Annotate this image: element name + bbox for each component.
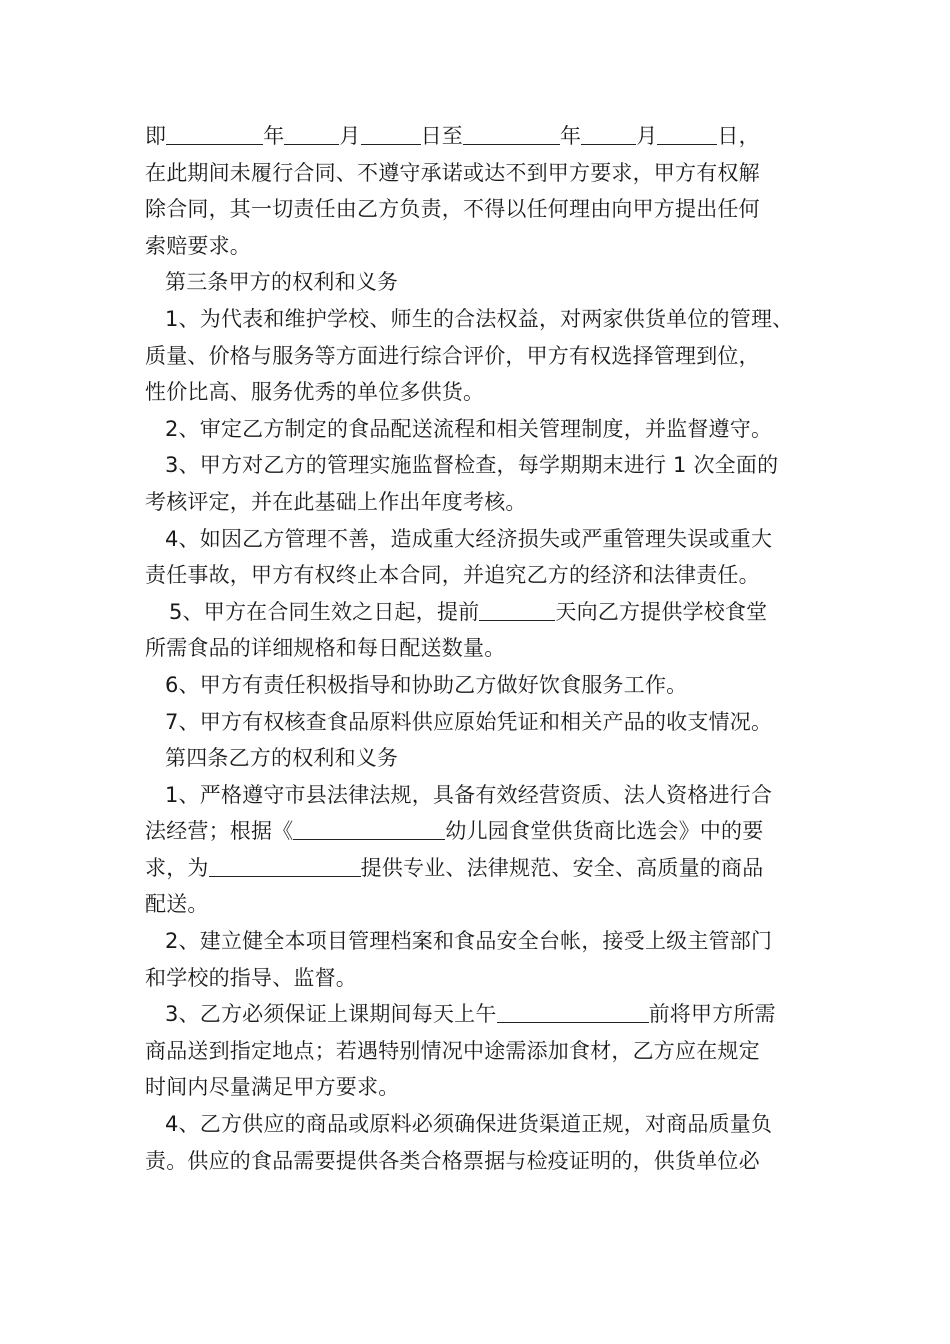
text-line: 2、建立健全本项目管理档案和食品安全台帐，接受上级主管部门 bbox=[165, 929, 773, 954]
text-fragment: 幼儿园食堂供货商比选会》中的要 bbox=[445, 819, 764, 844]
text-line: 性价比高、服务优秀的单位多供货。 bbox=[145, 380, 485, 405]
text-fragment: 月 bbox=[636, 124, 658, 148]
blank-line bbox=[581, 122, 636, 145]
text-line: 商品送到指定地点；若遇特别情况中途需添加食材，乙方应在规定 bbox=[145, 1038, 760, 1063]
document-body bbox=[145, 118, 817, 1179]
blank-line bbox=[361, 122, 421, 145]
blank-line bbox=[284, 122, 339, 145]
text-line: 索赔要求。 bbox=[145, 233, 251, 258]
section-heading: 第三条甲方的权利和义务 bbox=[165, 270, 399, 295]
text-line: 质量、价格与服务等方面进行综合评价，甲方有权选择管理到位， bbox=[145, 343, 760, 368]
text-line bbox=[145, 594, 817, 631]
text-line bbox=[145, 850, 817, 887]
blank-line bbox=[463, 122, 560, 145]
text-fragment: 前将甲方所需 bbox=[648, 1002, 776, 1027]
text-fragment: 提供专业、法律规范、安全、高质量的商品 bbox=[360, 855, 764, 880]
text-line: 1、严格遵守市县法律法规，具备有效经营资质、法人资格进行合 bbox=[165, 782, 773, 807]
text-line: 责。供应的食品需要提供各类合格票据与检疫证明的，供货单位必 bbox=[145, 1148, 760, 1173]
text-line: 责任事故，甲方有权终止本合同，并追究乙方的经济和法律责任。 bbox=[145, 563, 760, 588]
text-fragment: 日， bbox=[717, 124, 760, 148]
text-line: 7、甲方有权核查食品原料供应原始凭证和相关产品的收支情况。 bbox=[165, 709, 773, 734]
text-fragment: 年 bbox=[560, 124, 582, 148]
blank-line bbox=[479, 598, 555, 621]
text-line: 2、审定乙方制定的食品配送流程和相关管理制度，并监督遵守。 bbox=[165, 416, 773, 441]
section-heading: 第四条乙方的权利和义务 bbox=[165, 746, 399, 771]
blank-line bbox=[657, 122, 717, 145]
text-fragment: 即 bbox=[145, 124, 167, 148]
text-line: 除合同，其一切责任由乙方负责，不得以任何理由向甲方提出任何 bbox=[145, 197, 760, 222]
text-line: 所需食品的详细规格和每日配送数量。 bbox=[145, 636, 506, 661]
text-fragment: 年 bbox=[263, 124, 285, 148]
text-fragment: 5、甲方在合同生效之日起，提前 bbox=[169, 599, 480, 624]
text-line: 时间内尽量满足甲方要求。 bbox=[145, 1075, 400, 1100]
blank-line bbox=[209, 854, 361, 877]
text-line: 4、如因乙方管理不善，造成重大经济损失或严重管理失误或重大 bbox=[165, 526, 773, 551]
blank-line bbox=[497, 1000, 649, 1023]
text-line bbox=[145, 813, 817, 850]
text-line: 4、乙方供应的商品或原料必须确保进货渠道正规，对商品质量负 bbox=[165, 1112, 773, 1137]
text-line bbox=[145, 996, 817, 1033]
blank-line bbox=[166, 122, 263, 145]
text-line: 3、甲方对乙方的管理实施监督检查，每学期期末进行 1 次全面的 bbox=[165, 453, 779, 478]
text-line: 在此期间未履行合同、不遵守承诺或达不到甲方要求，甲方有权解 bbox=[145, 160, 760, 185]
text-fragment: 天向乙方提供学校食堂 bbox=[555, 599, 768, 624]
text-fragment: 日至 bbox=[420, 124, 464, 148]
text-fragment: 月 bbox=[339, 124, 361, 148]
text-line: 配送。 bbox=[145, 892, 209, 917]
text-fragment: 法经营；根据《 bbox=[145, 819, 294, 844]
text-line: 6、甲方有责任积极指导和协助乙方做好饮食服务工作。 bbox=[165, 672, 688, 697]
text-line: 考核评定，并在此基础上作出年度考核。 bbox=[145, 489, 527, 514]
text-fragment: 3、乙方必须保证上课期间每天上午 bbox=[165, 1002, 497, 1027]
text-line: 和学校的指导、监督。 bbox=[145, 965, 357, 990]
text-line: 1、为代表和维护学校、师生的合法权益，对两家供货单位的管理、 bbox=[165, 306, 794, 331]
text-line bbox=[145, 118, 817, 155]
text-fragment: 求，为 bbox=[145, 855, 209, 880]
blank-line bbox=[293, 817, 445, 840]
